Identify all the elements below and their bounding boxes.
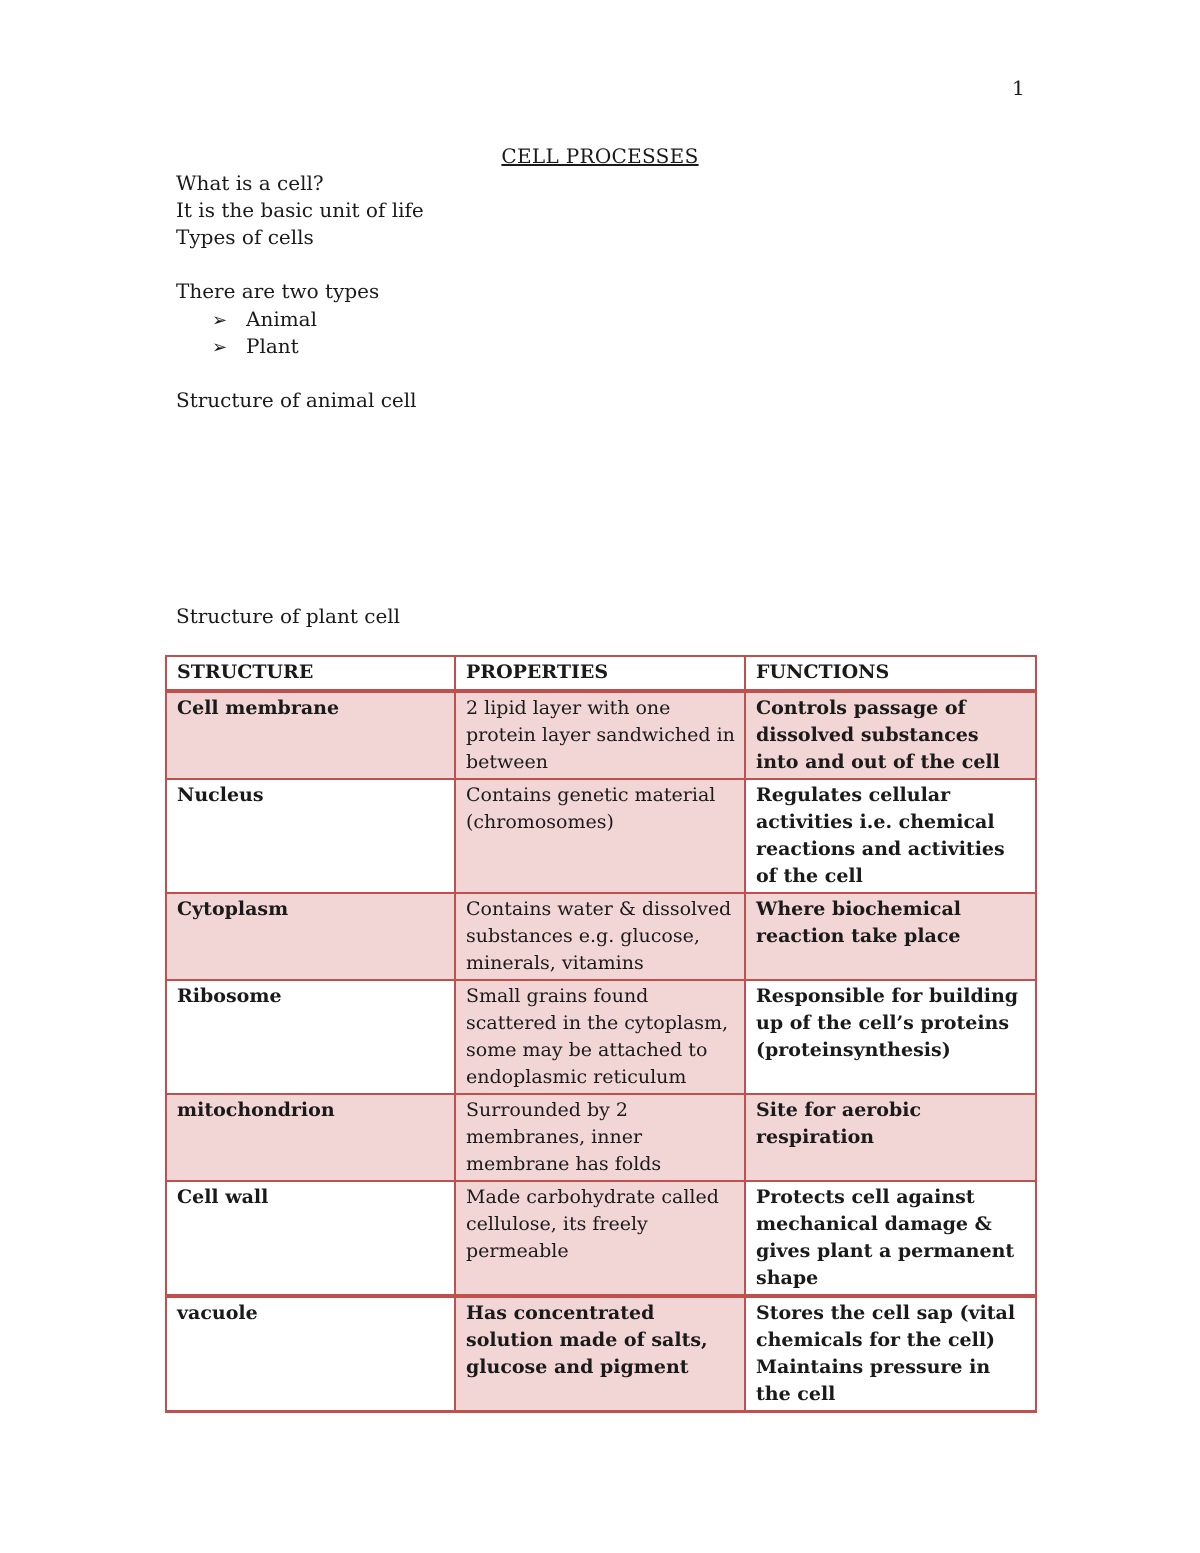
structure-cell: Cell membrane [166, 691, 455, 779]
table-header-row [166, 656, 1036, 691]
column-header-properties: PROPERTIES [455, 656, 745, 691]
structure-cell: Ribosome [166, 980, 455, 1094]
properties-cell: Surrounded by 2 membranes, inner membrane has folds [455, 1094, 745, 1181]
functions-cell: Controls passage of dissolved substances into and out of the cell [745, 691, 1036, 779]
functions-cell: Where biochemical reaction take place [745, 893, 1036, 980]
intro-question: What is a cell? [176, 171, 324, 195]
structure-cell: Cell wall [166, 1181, 455, 1296]
arrow-bullet-icon: ➢ [212, 337, 228, 358]
table-row [166, 1094, 1036, 1181]
plant-cell-heading: Structure of plant cell [176, 604, 401, 628]
arrow-bullet-icon: ➢ [212, 310, 228, 331]
structure-cell: Cytoplasm [166, 893, 455, 980]
properties-cell: Made carbohydrate called cellulose, its freely permeable [455, 1181, 745, 1296]
properties-cell: 2 lipid layer with one protein layer sandwiched in between [455, 691, 745, 779]
cell-structure-table [165, 655, 1037, 1413]
list-item-label: Plant [246, 334, 299, 358]
structure-cell: vacuole [166, 1296, 455, 1412]
column-header-functions: FUNCTIONS [745, 656, 1036, 691]
types-heading: Types of cells [176, 225, 314, 249]
types-lead: There are two types [176, 279, 380, 303]
page-number: 1 [1012, 76, 1025, 100]
list-item-label: Animal [246, 307, 318, 331]
properties-cell: Contains genetic material (chromosomes) [455, 779, 745, 893]
functions-cell: Regulates cellular activities i.e. chemical reactions and activities of the cell [745, 779, 1036, 893]
animal-cell-heading: Structure of animal cell [176, 388, 417, 412]
functions-cell: Responsible for building up of the cell’s proteins (proteinsynthesis) [745, 980, 1036, 1094]
table-row [166, 779, 1036, 893]
table-row [166, 893, 1036, 980]
functions-cell: Site for aerobic respiration [745, 1094, 1036, 1181]
list-item [212, 334, 299, 358]
intro-answer: It is the basic unit of life [176, 198, 424, 222]
column-header-structure: STRUCTURE [166, 656, 455, 691]
structure-cell: Nucleus [166, 779, 455, 893]
functions-cell: Stores the cell sap (vital chemicals for the cell) Maintains pressure in the cell [745, 1296, 1036, 1412]
table-row [166, 1296, 1036, 1412]
table-row [166, 1181, 1036, 1296]
list-item [212, 307, 317, 331]
properties-cell: Contains water & dissolved substances e.g. glucose, minerals, vitamins [455, 893, 745, 980]
properties-cell: Has concentrated solution made of salts, glucose and pigment [455, 1296, 745, 1412]
structure-cell: mitochondrion [166, 1094, 455, 1181]
table-row [166, 980, 1036, 1094]
functions-cell: Protects cell against mechanical damage & gives plant a permanent shape [745, 1181, 1036, 1296]
properties-cell: Small grains found scattered in the cytoplasm, some may be attached to endoplasmic reticulum [455, 980, 745, 1094]
table-row [166, 691, 1036, 779]
page-title: CELL PROCESSES [501, 144, 699, 168]
